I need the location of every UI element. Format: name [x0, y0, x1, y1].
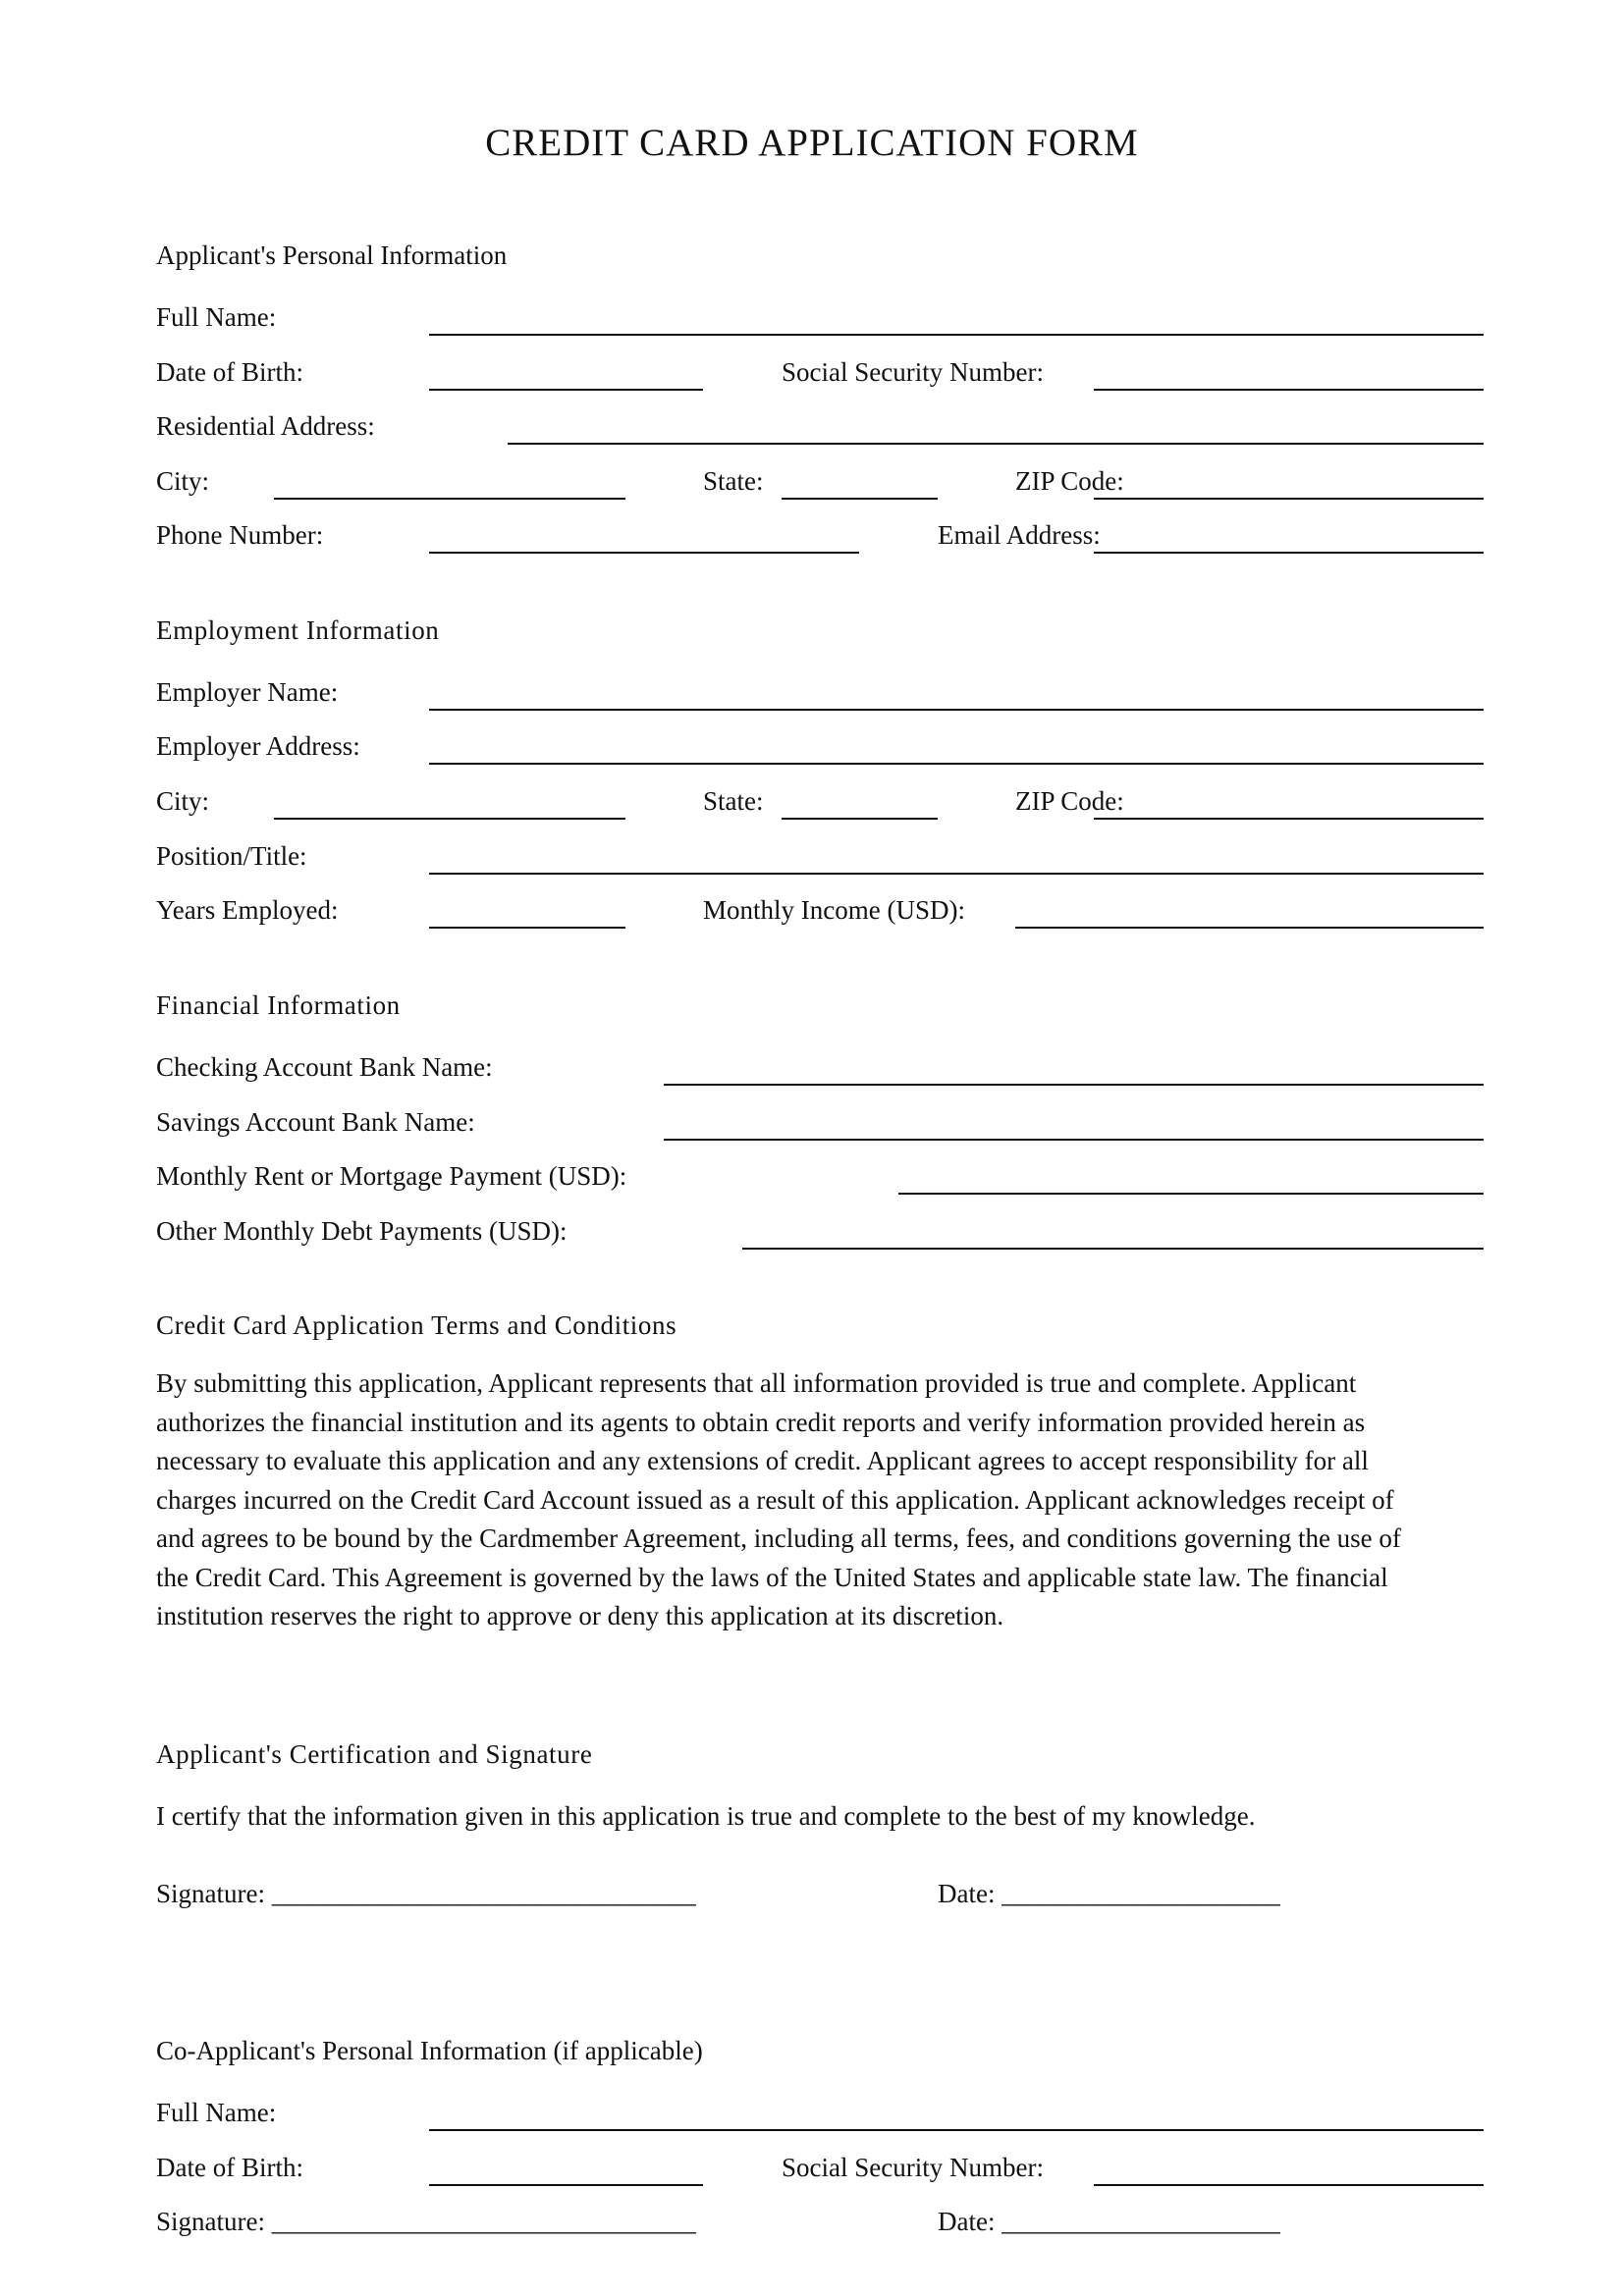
terms-line: necessary to evaluate this application and any extensions of credit. Applicant agrees to accept responsibility for all: [156, 1446, 1369, 1475]
section-heading-financial: Financial Information: [156, 990, 401, 1020]
terms-line: charges incurred on the Credit Card Account issued as a result of this application. Applicant acknowledges receipt of: [156, 1484, 1394, 1515]
monthly-income-field[interactable]: [1015, 927, 1484, 929]
residential-address-label: Residential Address:: [156, 411, 375, 441]
employer-zip-label: ZIP Code:: [1015, 786, 1124, 816]
terms-paragraph: [156, 1364, 1472, 1636]
dob-label: Date of Birth:: [156, 357, 303, 387]
savings-bank-field[interactable]: [664, 1139, 1484, 1141]
employer-city-label: City:: [156, 786, 210, 816]
terms-line: and agrees to be bound by the Cardmember Agreement, including all terms, fees, and conditions governing the use of: [156, 1523, 1401, 1553]
employer-address-label: Employer Address:: [156, 731, 360, 761]
full-name-field[interactable]: [429, 334, 1484, 336]
terms-line: authorizes the financial institution and its agents to obtain credit reports and verify information provided herein as: [156, 1407, 1366, 1437]
co-full-name-field[interactable]: [429, 2129, 1484, 2131]
phone-field[interactable]: [429, 552, 859, 554]
employer-zip-field[interactable]: [1094, 818, 1484, 820]
city-label: City:: [156, 466, 210, 496]
section-heading-personal: Applicant's Personal Information: [156, 240, 508, 270]
employer-name-label: Employer Name:: [156, 677, 339, 707]
other-debt-label: Other Monthly Debt Payments (USD):: [156, 1216, 568, 1246]
city-field[interactable]: [274, 498, 625, 500]
co-ssn-label: Social Security Number:: [782, 2153, 1044, 2182]
years-employed-field[interactable]: [429, 927, 625, 929]
co-dob-label: Date of Birth:: [156, 2153, 303, 2182]
monthly-income-label: Monthly Income (USD):: [703, 895, 965, 925]
section-heading-co-applicant: Co-Applicant's Personal Information (if applicable): [156, 2036, 703, 2065]
zip-label: ZIP Code:: [1015, 466, 1124, 496]
employer-state-label: State:: [703, 786, 764, 816]
co-signature-field[interactable]: Signature: ________________________________: [156, 2207, 696, 2236]
co-date-field[interactable]: Date: _____________________: [938, 2207, 1280, 2236]
certification-statement: I certify that the information given in this application is true and complete to the best of my knowledge.: [156, 1801, 1256, 1831]
state-field[interactable]: [782, 498, 938, 500]
co-full-name-label: Full Name:: [156, 2098, 277, 2127]
terms-line: By submitting this application, Applicant represents that all information provided is true and complete. Applicant: [156, 1368, 1357, 1398]
employer-city-field[interactable]: [274, 818, 625, 820]
phone-label: Phone Number:: [156, 520, 324, 550]
dob-field[interactable]: [429, 389, 703, 391]
applicant-date-field[interactable]: Date: _____________________: [938, 1879, 1280, 1908]
section-heading-employment: Employment Information: [156, 615, 440, 645]
position-field[interactable]: [429, 873, 1484, 875]
checking-bank-field[interactable]: [664, 1084, 1484, 1086]
terms-line: institution reserves the right to approve or deny this application at its discretion.: [156, 1601, 1004, 1630]
position-label: Position/Title:: [156, 841, 307, 871]
section-heading-certification: Applicant's Certification and Signature: [156, 1739, 593, 1769]
savings-bank-label: Savings Account Bank Name:: [156, 1107, 475, 1137]
email-field[interactable]: [1094, 552, 1484, 554]
co-ssn-field[interactable]: [1094, 2184, 1484, 2186]
email-label: Email Address:: [938, 520, 1101, 550]
rent-mortgage-field[interactable]: [898, 1193, 1484, 1195]
other-debt-field[interactable]: [742, 1248, 1484, 1250]
employer-name-field[interactable]: [429, 709, 1484, 711]
full-name-label: Full Name:: [156, 302, 277, 332]
section-heading-terms: Credit Card Application Terms and Conditions: [156, 1310, 677, 1340]
zip-field[interactable]: [1094, 498, 1484, 500]
rent-mortgage-label: Monthly Rent or Mortgage Payment (USD):: [156, 1161, 627, 1191]
employer-state-field[interactable]: [782, 818, 938, 820]
applicant-signature-field[interactable]: Signature: ________________________________: [156, 1879, 696, 1908]
residential-address-field[interactable]: [508, 443, 1484, 445]
state-label: State:: [703, 466, 764, 496]
years-employed-label: Years Employed:: [156, 895, 339, 925]
form-title: CREDIT CARD APPLICATION FORM: [485, 122, 1139, 164]
ssn-field[interactable]: [1094, 389, 1484, 391]
ssn-label: Social Security Number:: [782, 357, 1044, 387]
checking-bank-label: Checking Account Bank Name:: [156, 1052, 493, 1082]
terms-line: the Credit Card. This Agreement is governed by the laws of the United States and applicable state law. The financial: [156, 1562, 1388, 1592]
co-dob-field[interactable]: [429, 2184, 703, 2186]
employer-address-field[interactable]: [429, 763, 1484, 765]
